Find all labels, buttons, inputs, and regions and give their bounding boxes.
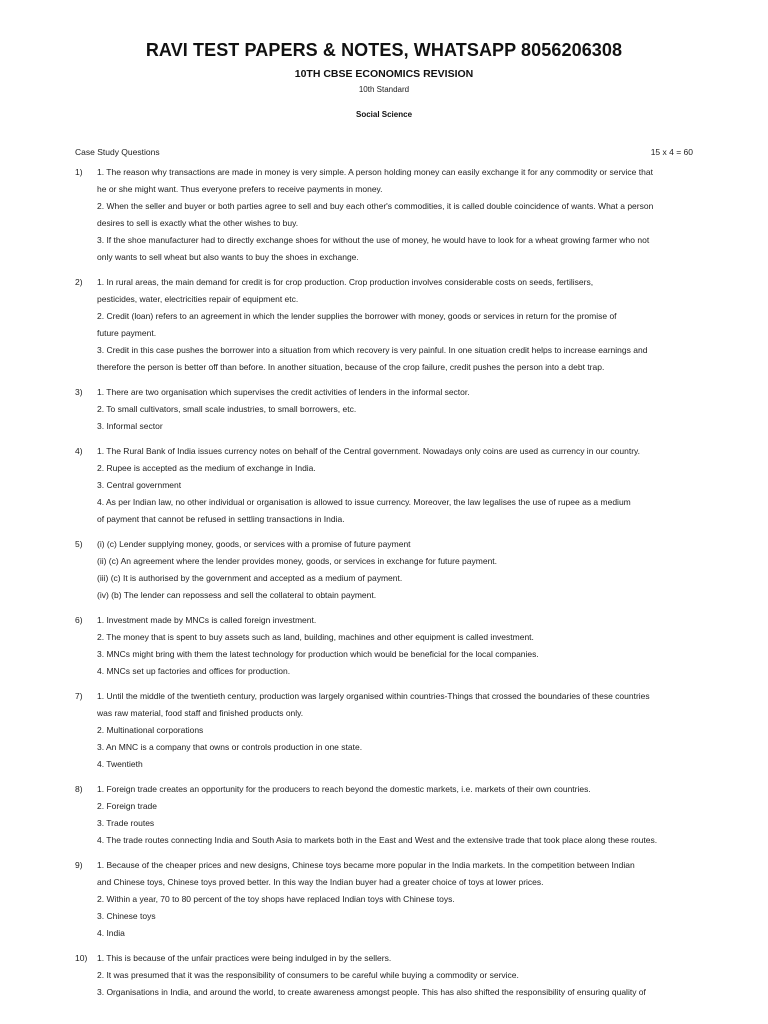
question-number: 10) [75,953,88,963]
question-number: 7) [75,691,83,701]
answer-line: 3. Credit in this case pushes the borrower into a situation from which recovery is very painful. In one situation credit helps to increase earnings and [97,345,648,355]
question-number: 9) [75,860,83,870]
answer-line: 3. Central government [97,480,182,490]
answer-line: pesticides, water, electricities repair of equipment etc. [97,294,299,304]
answer-line: (i) (c) Lender supplying money, goods, or services with a promise of future payment [97,539,411,549]
answer-line: 2. Credit (loan) refers to an agreement in which the lender supplies the borrower with money, goods or services in return for the promise of [97,311,617,321]
question-number: 5) [75,539,83,549]
answer-line: therefore the person is better off than before. In another situation, because of the crop failure, credit pushes the person into a debt trap. [97,362,605,372]
question-spacer [0,528,768,536]
question-item [0,950,768,1001]
answer-line: 2. When the seller and buyer or both parties agree to sell and buy each other's commodities, it is called double coincidence of wants. What a person [97,201,654,211]
question-number: 6) [75,615,83,625]
answer-line: 3. If the shoe manufacturer had to directly exchange shoes for without the use of money, he would have to look for a wheat growing farmer who not [97,235,650,245]
question-spacer [0,849,768,857]
answer-line: 3. MNCs might bring with them the latest technology for production which would be beneficial for the local companies. [97,649,539,659]
question-item [0,274,768,376]
question-spacer [0,680,768,688]
answer-line: of payment that cannot be refused in settling transactions in India. [97,514,345,524]
answer-line: desires to sell is exactly what the other wishes to buy. [97,218,299,228]
answer-line: future payment. [97,328,157,338]
answer-line: 3. Chinese toys [97,911,156,921]
document-title: RAVI TEST PAPERS & NOTES, WHATSAPP 8056206308 [145,40,623,60]
answer-line: 3. Informal sector [97,421,163,431]
section-label: Case Study Questions [75,147,160,157]
answer-body [97,857,687,942]
answer-body [97,164,687,266]
answer-line: 3. Organisations in India, and around the world, to create awareness amongst people. This has also shifted the responsibility of ensuring quality of [97,987,646,997]
question-number: 3) [75,387,83,397]
answer-line: 1. Investment made by MNCs is called foreign investment. [97,615,317,625]
question-spacer [0,942,768,950]
answer-line: 1. Foreign trade creates an opportunity for the producers to reach beyond the domestic markets, i.e. markets of their own countries. [97,784,591,794]
question-number: 4) [75,446,83,456]
answer-body [97,384,687,435]
answer-line: (iii) (c) It is authorised by the government and accepted as a medium of payment. [97,573,403,583]
answer-body [97,443,687,528]
answer-body [97,950,687,1001]
answer-line: 2. Within a year, 70 to 80 percent of the toy shops have replaced Indian toys with Chinese toys. [97,894,455,904]
question-item [0,384,768,435]
question-item [0,164,768,266]
answer-line: 1. The Rural Bank of India issues currency notes on behalf of the Central government. Nowadays only coins are used as currency in our country. [97,446,641,456]
answer-line: 4. India [97,928,125,938]
answer-body [97,536,687,604]
answer-line: 2. It was presumed that it was the responsibility of consumers to be careful while buying a commodity or service. [97,970,519,980]
answer-line: 4. Twentieth [97,759,143,769]
section-marks: 15 x 4 = 60 [650,147,693,157]
question-item [0,857,768,942]
question-number: 1) [75,167,83,177]
subject-label: Social Science [355,110,413,119]
answer-line: 2. Multinational corporations [97,725,204,735]
answer-line: only wants to sell wheat but also wants to buy the shoes in exchange. [97,252,359,262]
answer-line: 3. An MNC is a company that owns or controls production in one state. [97,742,363,752]
answer-line: (ii) (c) An agreement where the lender provides money, goods, or services in exchange for future payment. [97,556,498,566]
answer-line: 1. Until the middle of the twentieth century, production was largely organised within countries-Things that crossed the boundaries of these countries [97,691,650,701]
answer-line: 4. MNCs set up factories and offices for production. [97,666,291,676]
answer-line: 2. The money that is spent to buy assets such as land, building, machines and other equipment is called investment. [97,632,534,642]
answer-line: 4. The trade routes connecting India and South Asia to markets both in the East and West and the extensive trade that took place along these routes. [97,835,658,845]
question-number: 2) [75,277,83,287]
question-item [0,688,768,773]
question-spacer [0,435,768,443]
question-spacer [0,266,768,274]
answer-line: 1. Because of the cheaper prices and new designs, Chinese toys became more popular in the India markets. In the competition between Indian [97,860,635,870]
question-spacer [0,773,768,781]
question-item [0,443,768,528]
answer-line: he or she might want. Thus everyone prefers to receive payments in money. [97,184,383,194]
answer-line: 1. There are two organisation which supervises the credit activities of lenders in the informal sector. [97,387,470,397]
question-spacer [0,376,768,384]
answer-line: 2. Foreign trade [97,801,158,811]
answer-body [97,688,687,773]
answer-body [97,781,687,849]
question-item [0,781,768,849]
answer-line: 4. As per Indian law, no other individual or organisation is allowed to issue currency. Moreover, the law legalises the use of rupee as a medium [97,497,631,507]
answer-line: 1. In rural areas, the main demand for credit is for crop production. Crop production involves considerable costs on seeds, fertilisers, [97,277,594,287]
question-spacer [0,604,768,612]
answer-line: 2. To small cultivators, small scale industries, to small borrowers, etc. [97,404,357,414]
answer-line: 2. Rupee is accepted as the medium of exchange in India. [97,463,316,473]
answer-line: 3. Trade routes [97,818,155,828]
answer-line: was raw material, food staff and finished products only. [97,708,304,718]
question-number: 8) [75,784,83,794]
question-list [0,164,768,1001]
document-subtitle: 10TH CBSE ECONOMICS REVISION [294,68,474,80]
answer-line: (iv) (b) The lender can repossess and sell the collateral to obtain payment. [97,590,377,600]
answer-line: 1. This is because of the unfair practices were being indulged in by the sellers. [97,953,392,963]
answer-body [97,274,687,376]
answer-line: and Chinese toys, Chinese toys proved better. In this way the Indian buyer had a greater choice of toys at lower prices. [97,877,544,887]
standard-label: 10th Standard [358,85,410,94]
answer-line: 1. The reason why transactions are made in money is very simple. A person holding money can easily exchange it for any commodity or service that [97,167,653,177]
question-item [0,612,768,680]
answer-body [97,612,687,680]
question-item [0,536,768,604]
